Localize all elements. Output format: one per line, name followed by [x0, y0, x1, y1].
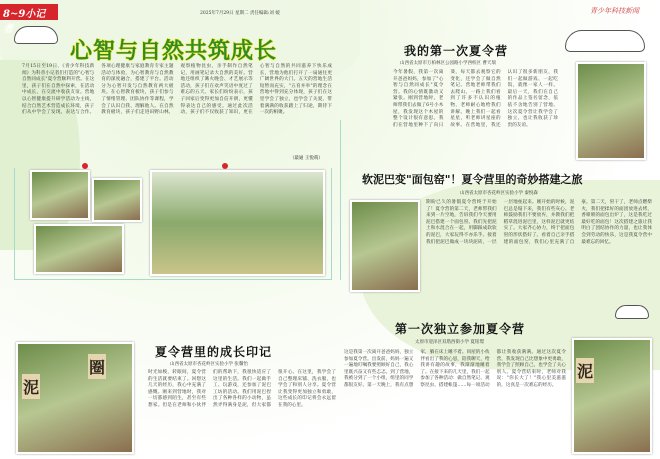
- pin-icon: [222, 163, 228, 169]
- article2-byline: 山西省太原市杏花岭区实验小学 秦悦森: [460, 191, 538, 196]
- cloud-icon: [14, 26, 58, 44]
- camp-photo: [30, 170, 90, 220]
- pin-icon: [82, 163, 88, 169]
- photo-sign: 泥: [576, 358, 594, 383]
- camp-photo: [34, 224, 124, 274]
- article4-body: 这是我第一次离开爸爸妈妈，独立参加夏令营。出发前，妈妈一遍又一遍地叮嘱我要照顾好自己，我心里既兴奋又有些忐忑。到了营地，我被分到了一个小组，组里的同学都很友好。第一天晚上，我有点想家，躺在床上睡不着。同屋的小伙伴看出了我的心思，陪我聊天，给我讲有趣的故事，我渐渐地睡着了。在接下来的几天里，我们一起参加了各种活动：做自然笔记、观察昆虫、搭建帐篷……每一项活动都让我收获满满。通过这次夏令营，我发现自己比想象中更勇敢，我学会了照顾自己，也学会了关心别人。夏令营结束时，老师对我说："你长大了！"我心里美滋滋的，这真是一次难忘的经历。: [344, 350, 566, 388]
- article1-byline: 山西省太原市万柏林区公园路小学西校区 曹天瑞: [400, 61, 496, 66]
- article3-title: 夏令营里的成长印记: [155, 345, 273, 359]
- section-tag: 8~9小记者: [0, 4, 58, 20]
- cloud-icon: [565, 30, 645, 52]
- camp-photo: [92, 178, 142, 222]
- article2-photo: [350, 200, 420, 292]
- lead-credit: （最通 王悦萌）: [290, 156, 323, 161]
- lead-title: 心智与自然共筑成长: [70, 39, 278, 64]
- article2-body: 期盼已久的暑假夏令营终于开始了！夏令营的第二天，老师带我们来到一片空地，告诉我们今天要用泥巴搭建一个面包窑。我们先把泥土和水混合在一起，用脚踩成软软的泥巴，大家玩得不亦乐乎。接着我们把泥巴做成一块块泥砖，一层一层地垒起来。刚开始的时候，泥巴总是塌下来，我们有些灰心。老师鼓励我们不要放弃，并教我们把稻草混进泥巴里，这样泥巴就更结实了。大家齐心协力，终于把面包窑的形状搭好了。看着自己亲手搭建的面包窑，我们心里充满了自豪。第二天，窑干了，老师点燃柴火，我们把揉好的面团放进去烤，香喷喷的面包出炉了，这是我吃过最好吃的面包！这次搭建之旅让我明白了团结协作的力量，也让我体会到劳动的快乐，这是我夏令营中最难忘的回忆。: [426, 200, 652, 245]
- article2-title: 软泥巴变"面包窑"！夏令营里的奇妙搭建之旅: [362, 173, 583, 186]
- article3-body: 时光如梭，转眼间，夏令营的生活就要结束了。回想这几天的经历，我心中充满了感慨。刚来到营地时，我对一切都感到陌生，甚至有些想家。但是在老师和小伙伴们的帮助下，我很快适应了这里的生活。我们一起做手工、玩游戏，还参加了泥巴工坊的活动。我们用泥巴捏出了各种各样的小动物，虽然弄得满身是泥，但大家都很开心。在这里，我学会了自己整理床铺、洗衣服，也学会了和别人分享。夏令营让我变得更加独立和勇敢，这些成长的印记将会永远留在我的心里。: [148, 370, 336, 408]
- article4-photo: [572, 338, 652, 454]
- newspaper-logo: 青少年科技新闻: [590, 7, 639, 15]
- article1-body: 今年暑假，我第一次离开爸爸妈妈，参加了"心智与自然同成长"夏令营。我的心情既激动又紧张。刚到营地时，老师带我们去做了6号小木屋，我发现这个木屋的整个设计很有意思。我们在营地里种下了向日葵，每天都去观察它的变化，还学会了做自然笔记。营地老师带我们去爬山，一路上我们看到了许多不认识的植物，老师耐心地给我们讲解。晚上我们一起看星星，听老师讲星座的故事。在营地里，我还认识了很多新朋友，我们一起做游戏、一起吃饭，就像一家人一样。最后一天，我们在自己的作品上签名留念，依依不舍地告别了营地。这次夏令营让我学会了独立，也让我收获了珍贵的友谊。: [393, 70, 558, 128]
- article1-photo: [576, 62, 646, 160]
- article1-title: 我的第一次夏令营: [404, 44, 509, 58]
- article3-byline: 山西省太原市杏花岭区实验小学 张馨怡: [170, 362, 248, 367]
- photo-sign: 泥: [22, 374, 40, 399]
- divider: [340, 120, 341, 280]
- lead-body: 7月15日至19日，《青少年科技新闻》为科普小记者们打造的"心智与自然同成长"夏令营顺利开营。在这里，孩子们在自然中探索，在活动中成长，在交流中收获友谊。营地以心智健康提升研学活动为主线，结合自然艺术营造成长环境，孩子们从中学会了发现、表达与合作。各项心理健康与家庭教育专家主题活动与体验，为心智教育与自然教育的深度融合，搭建了平台。活动分为心智开发与自然教育两大板块。在心智教育板块，孩子们参与了情绪管理、团队协作等课程，学会了认识自我、理解他人。在自然教育板块，孩子们走进田野山林，观察植物昆虫，亲手制作自然笔记，用画笔记录大自然的美好。营地还组织了篝火晚会、才艺展示等活动，孩子们在欢声笑语中度过了难忘的五天。家长们纷纷表示，孩子回家后变得更加自信开朗，更懂得表达自己的感受。通过此次活动，孩子们不仅收获了知识，更在心智与自然的共同滋养下快乐成长，营地为他们打开了一扇通往更广阔世界的大门。五天的营地生活短暂而充实，"五育并举"的理念在营地中得到充分体现，孩子们在这里学会了独立，也学会了关爱，带着满满的收获踏上了归途，期待下一次的相聚。: [22, 64, 332, 116]
- article4-byline: 太原市迎泽区双塔西街小学 夏铭璟: [415, 340, 484, 345]
- group-photo: [150, 170, 325, 276]
- cloud-icon: [615, 305, 649, 319]
- article3-photo: [16, 342, 134, 454]
- article4-title: 第一次独立参加夏令营: [395, 322, 526, 336]
- photo-sign: 圈: [88, 354, 106, 379]
- date-line: 2025年7月29日 星期二 责任编辑:刘 媛: [200, 11, 280, 16]
